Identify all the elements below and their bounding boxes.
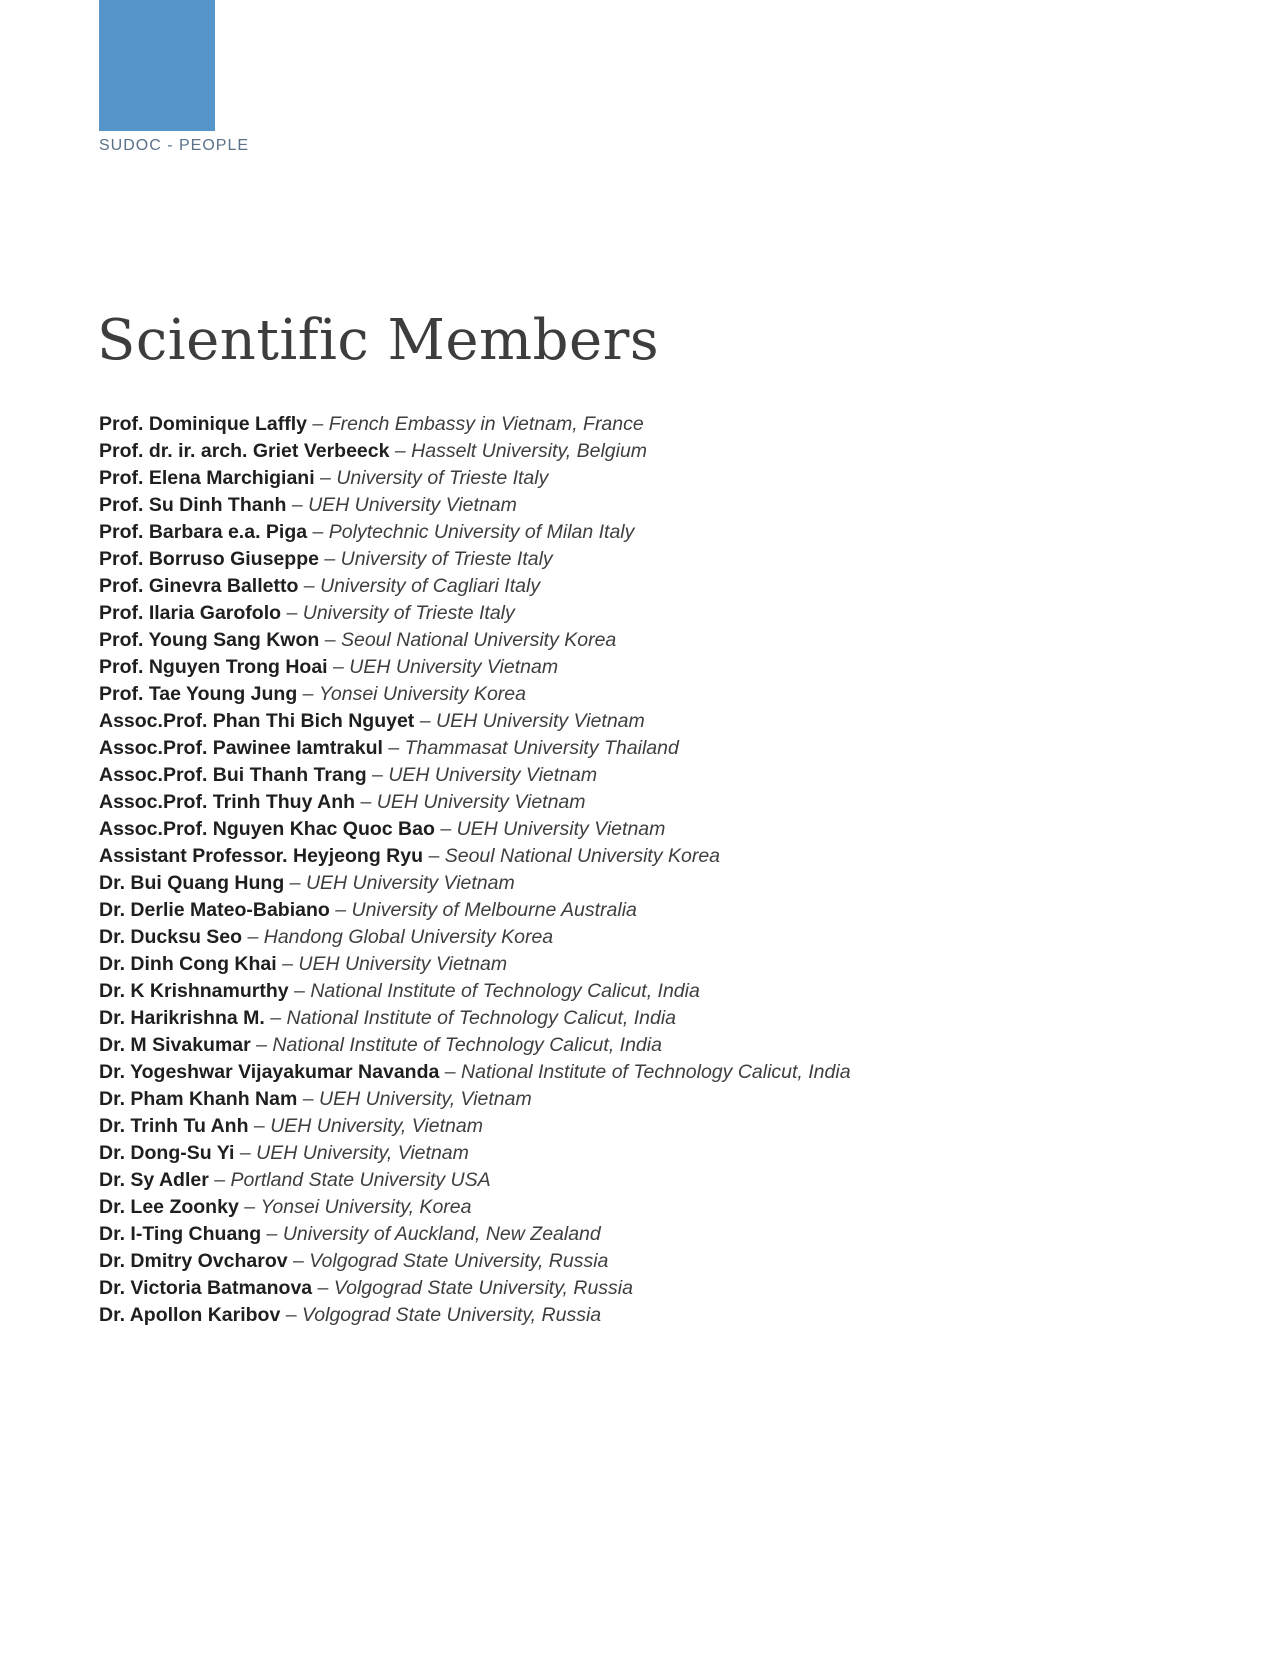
member-row	[99, 1005, 1199, 1032]
member-separator: –	[439, 1061, 462, 1083]
member-affiliation: Volgograd State University, Russia	[309, 1250, 609, 1272]
member-affiliation: UEH University Vietnam	[305, 872, 515, 894]
member-row	[99, 816, 1199, 843]
member-row	[99, 627, 1199, 654]
member-affiliation: Yonsei University Korea	[318, 683, 526, 705]
member-separator: –	[414, 710, 436, 732]
member-name: Dr. Dinh Cong Khai	[99, 953, 277, 975]
member-separator: –	[287, 1250, 310, 1272]
member-separator: –	[423, 845, 445, 867]
member-affiliation: University of Melbourne Australia	[351, 899, 637, 921]
member-row	[99, 924, 1199, 951]
member-row	[99, 1302, 1199, 1329]
member-separator: –	[434, 818, 457, 840]
member-row	[99, 519, 1199, 546]
member-separator: –	[297, 683, 319, 705]
member-row	[99, 1167, 1199, 1194]
member-affiliation: University of Trieste Italy	[302, 602, 515, 624]
member-name: Dr. Sy Adler	[99, 1169, 209, 1191]
member-row	[99, 789, 1199, 816]
member-affiliation: National Institute of Technology Calicut, India	[272, 1034, 662, 1056]
member-affiliation: University of Auckland, New Zealand	[282, 1223, 601, 1245]
member-name: Dr. Bui Quang Hung	[99, 872, 285, 894]
member-name: Dr. Apollon Karibov	[99, 1304, 281, 1326]
member-affiliation: UEH University, Vietnam	[318, 1088, 532, 1110]
member-row	[99, 1194, 1199, 1221]
member-name: Dr. Trinh Tu Anh	[99, 1115, 249, 1137]
member-name: Prof. Young Sang Kwon	[99, 629, 320, 651]
member-separator: –	[389, 440, 412, 462]
member-row	[99, 1275, 1199, 1302]
member-name: Dr. Yogeshwar Vijayakumar Navanda	[99, 1061, 440, 1083]
member-name: Dr. Ducksu Seo	[99, 926, 243, 948]
member-separator: –	[312, 1277, 334, 1299]
section-label: SUDOC - PEOPLE	[99, 137, 250, 154]
member-name: Dr. Lee Zoonky	[99, 1196, 239, 1218]
member-separator: –	[366, 764, 389, 786]
member-separator: –	[314, 467, 337, 489]
member-name: Dr. Dmitry Ovcharov	[99, 1250, 288, 1272]
member-separator: –	[250, 1034, 273, 1056]
member-row	[99, 1032, 1199, 1059]
member-affiliation: Seoul National University Korea	[340, 629, 617, 651]
member-row	[99, 654, 1199, 681]
member-separator: –	[276, 953, 299, 975]
member-name: Assoc.Prof. Bui Thanh Trang	[99, 764, 367, 786]
member-name: Assoc.Prof. Phan Thi Bich Nguyet	[99, 710, 415, 732]
member-separator: –	[329, 899, 352, 921]
member-affiliation: Hasselt University, Belgium	[411, 440, 648, 462]
member-name: Dr. Pham Khanh Nam	[99, 1088, 298, 1110]
member-separator: –	[307, 413, 329, 435]
member-name: Dr. Harikrishna M.	[99, 1007, 265, 1029]
member-row	[99, 1221, 1199, 1248]
member-separator: –	[284, 872, 306, 894]
member-separator: –	[382, 737, 405, 759]
member-row	[99, 1248, 1199, 1275]
member-name: Dr. M Sivakumar	[99, 1034, 251, 1056]
member-separator: –	[297, 1088, 319, 1110]
member-row	[99, 1059, 1199, 1086]
member-affiliation: UEH University Vietnam	[349, 656, 559, 678]
member-affiliation: UEH University, Vietnam	[256, 1142, 469, 1164]
member-separator: –	[298, 575, 321, 597]
member-row	[99, 681, 1199, 708]
member-row	[99, 465, 1199, 492]
member-row	[99, 546, 1199, 573]
member-separator: –	[307, 521, 329, 543]
member-row	[99, 735, 1199, 762]
member-row	[99, 600, 1199, 627]
member-name: Dr. Victoria Batmanova	[99, 1277, 313, 1299]
member-name: Dr. K Krishnamurthy	[99, 980, 289, 1002]
member-separator: –	[242, 926, 264, 948]
member-affiliation: UEH University, Vietnam	[270, 1115, 483, 1137]
member-affiliation: Volgograd State University, Russia	[333, 1277, 633, 1299]
member-row	[99, 897, 1199, 924]
member-separator: –	[234, 1142, 257, 1164]
member-separator: –	[264, 1007, 287, 1029]
member-separator: –	[286, 494, 309, 516]
member-affiliation: University of Trieste Italy	[336, 467, 549, 489]
member-row	[99, 492, 1199, 519]
member-separator: –	[288, 980, 311, 1002]
member-row	[99, 411, 1199, 438]
member-name: Prof. Tae Young Jung	[99, 683, 298, 705]
member-separator: –	[318, 548, 341, 570]
member-name: Assoc.Prof. Pawinee Iamtrakul	[99, 737, 383, 759]
member-separator: –	[238, 1196, 261, 1218]
member-name: Assistant Professor. Heyjeong Ryu	[99, 845, 424, 867]
member-affiliation: Seoul National University Korea	[444, 845, 721, 867]
member-affiliation: University of Cagliari Italy	[320, 575, 541, 597]
member-separator: –	[355, 791, 377, 813]
member-affiliation: UEH University Vietnam	[456, 818, 666, 840]
page-title: Scientific Members	[97, 308, 660, 373]
member-affiliation: University of Trieste Italy	[340, 548, 553, 570]
member-name: Prof. Su Dinh Thanh	[99, 494, 287, 516]
member-name: Prof. Nguyen Trong Hoai	[99, 656, 328, 678]
member-row	[99, 708, 1199, 735]
member-separator: –	[280, 1304, 302, 1326]
members-list	[99, 411, 1199, 1329]
member-affiliation: French Embassy in Vietnam, France	[328, 413, 644, 435]
member-row	[99, 843, 1199, 870]
member-row	[99, 762, 1199, 789]
member-affiliation: UEH University Vietnam	[298, 953, 508, 975]
member-name: Prof. Dominique Laffly	[99, 413, 308, 435]
member-name: Dr. Derlie Mateo-Babiano	[99, 899, 330, 921]
member-row	[99, 951, 1199, 978]
member-affiliation: UEH University Vietnam	[435, 710, 645, 732]
member-row	[99, 1140, 1199, 1167]
member-name: Prof. Borruso Giuseppe	[99, 548, 319, 570]
member-separator: –	[261, 1223, 283, 1245]
member-affiliation: Thammasat University Thailand	[404, 737, 679, 759]
member-row	[99, 978, 1199, 1005]
member-name: Prof. Ilaria Garofolo	[99, 602, 282, 624]
member-separator: –	[248, 1115, 271, 1137]
member-name: Dr. Dong-Su Yi	[99, 1142, 235, 1164]
member-separator: –	[208, 1169, 231, 1191]
member-row	[99, 1113, 1199, 1140]
member-affiliation: National Institute of Technology Calicut, India	[461, 1061, 851, 1083]
member-row	[99, 870, 1199, 897]
member-affiliation: National Institute of Technology Calicut, India	[310, 980, 700, 1002]
member-affiliation: National Institute of Technology Calicut, India	[286, 1007, 677, 1029]
member-affiliation: UEH University Vietnam	[388, 764, 598, 786]
member-name: Dr. I-Ting Chuang	[99, 1223, 262, 1245]
member-row	[99, 1086, 1199, 1113]
member-name: Assoc.Prof. Nguyen Khac Quoc Bao	[99, 818, 435, 840]
member-name: Prof. Ginevra Balletto	[99, 575, 299, 597]
member-affiliation: Polytechnic University of Milan Italy	[328, 521, 635, 543]
member-name: Prof. Barbara e.a. Piga	[99, 521, 308, 543]
member-affiliation: Volgograd State University, Russia	[301, 1304, 602, 1326]
member-affiliation: Yonsei University, Korea	[260, 1196, 472, 1218]
member-name: Prof. dr. ir. arch. Griet Verbeeck	[99, 440, 390, 462]
member-affiliation: UEH University Vietnam	[308, 494, 517, 516]
member-name: Assoc.Prof. Trinh Thuy Anh	[99, 791, 356, 813]
member-affiliation: Portland State University USA	[230, 1169, 491, 1191]
member-separator: –	[281, 602, 303, 624]
member-separator: –	[327, 656, 350, 678]
member-name: Prof. Elena Marchigiani	[99, 467, 315, 489]
member-row	[99, 438, 1199, 465]
member-affiliation: Handong Global University Korea	[263, 926, 554, 948]
member-affiliation: UEH University Vietnam	[376, 791, 586, 813]
accent-block	[99, 0, 215, 131]
member-separator: –	[319, 629, 341, 651]
member-row	[99, 573, 1199, 600]
